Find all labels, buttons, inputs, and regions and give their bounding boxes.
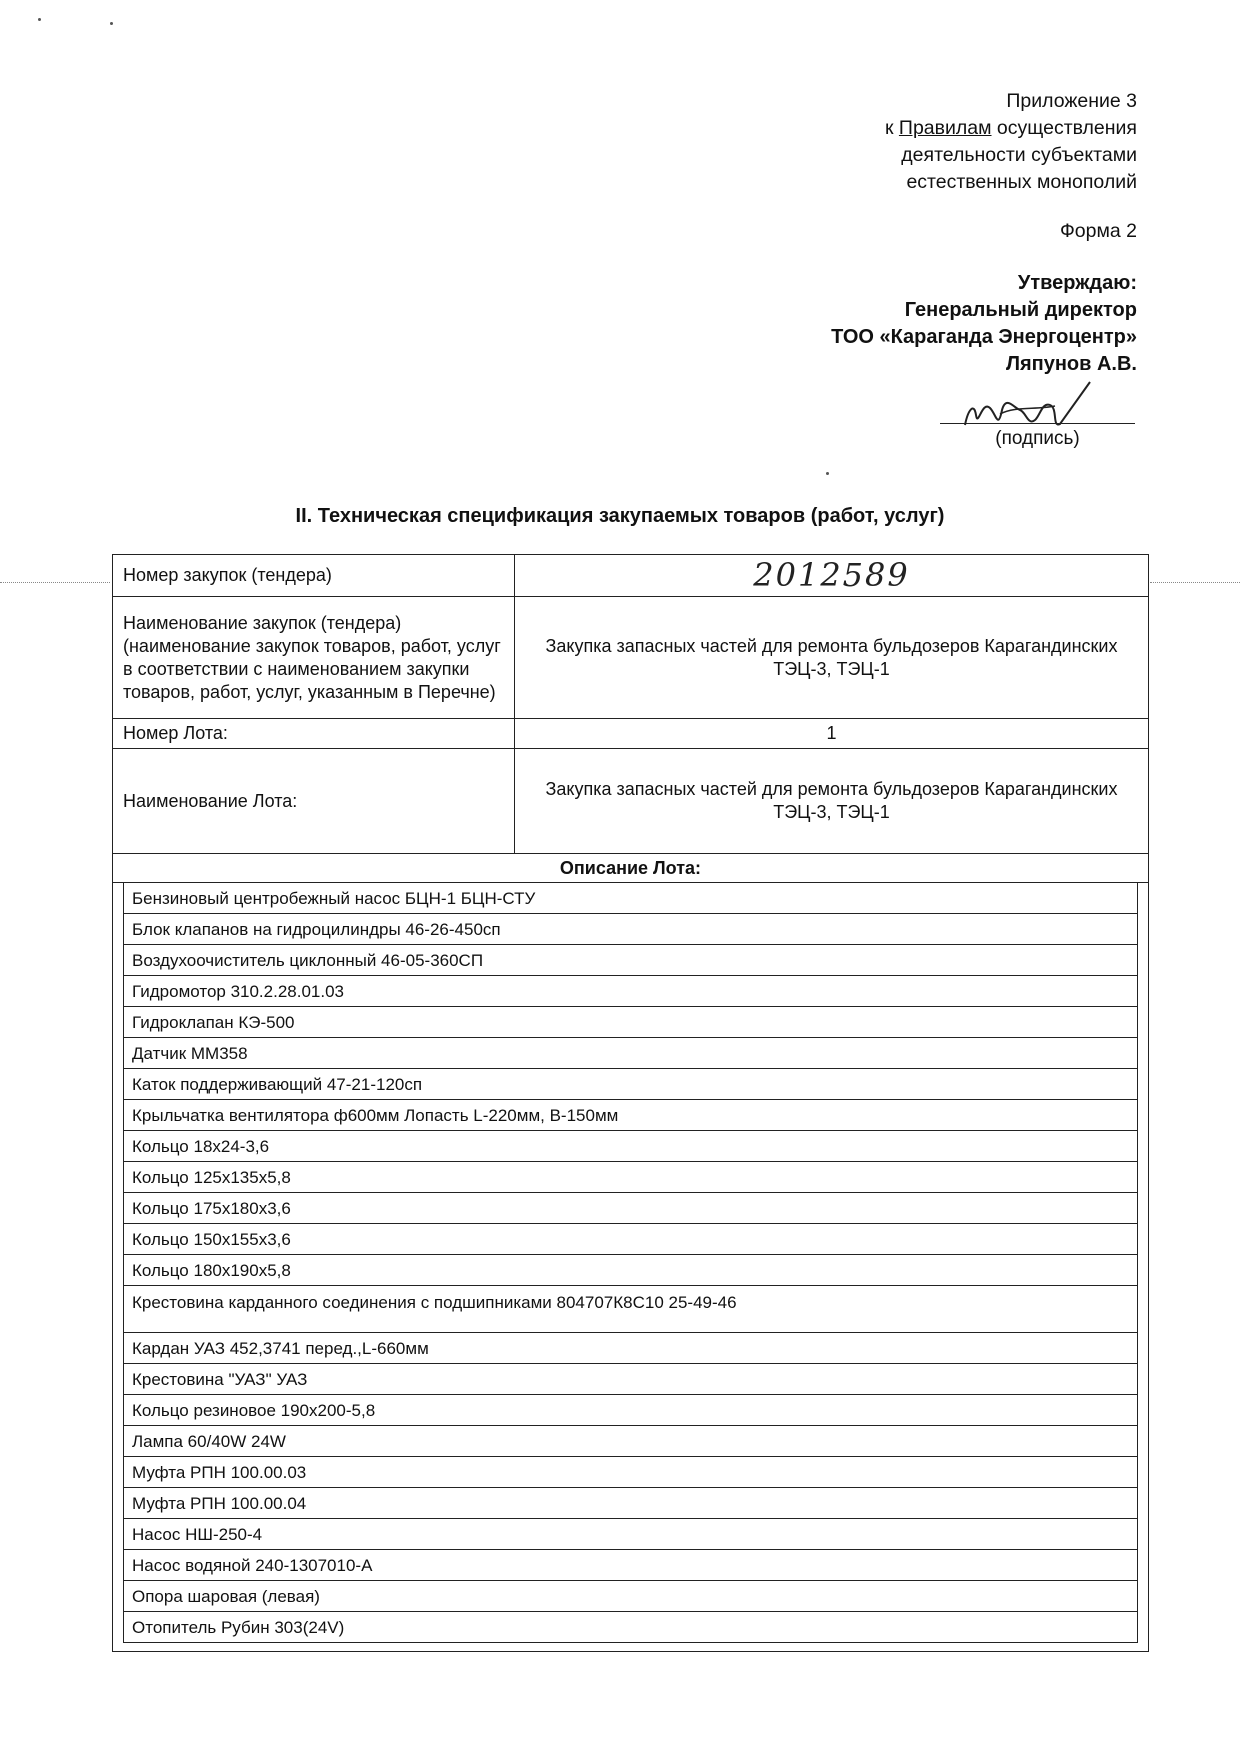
appendix-header <box>617 88 1137 245</box>
scan-speck <box>826 472 829 475</box>
list-item: Муфта РПН 100.00.03 <box>124 1457 1137 1488</box>
list-item: Гидромотор 310.2.28.01.03 <box>124 976 1137 1007</box>
list-item: Крестовина "УАЗ" УАЗ <box>124 1364 1137 1395</box>
tender-name-value: Закупка запасных частей для ремонта бульдозеров Карагандинских ТЭЦ-3, ТЭЦ-1 <box>545 635 1118 679</box>
scan-speck <box>38 18 41 21</box>
list-item: Кольцо 175х180х3,6 <box>124 1193 1137 1224</box>
lot-items-list <box>123 883 1138 1643</box>
spec-row-name <box>113 597 1148 719</box>
approval-block <box>577 270 1137 378</box>
appendix-line2-prefix: к <box>884 117 899 139</box>
list-item: Кольцо 180х190х5,8 <box>124 1255 1137 1286</box>
list-item: Насос НШ-250-4 <box>124 1519 1137 1550</box>
signature-line <box>940 423 1135 424</box>
list-item: Каток поддерживающий 47-21-120сп <box>124 1069 1137 1100</box>
list-item: Крыльчатка вентилятора ф600мм Лопасть L-220мм, В-150мм <box>124 1100 1137 1131</box>
list-item: Опора шаровая (левая) <box>124 1581 1137 1612</box>
appendix-line2-suffix: осуществления <box>991 117 1137 139</box>
lot-name-label: Наименование Лота: <box>113 749 515 853</box>
appendix-line3: деятельности субъектами <box>901 144 1137 166</box>
lot-number-value: 1 <box>826 723 837 743</box>
signature-caption: (подпись) <box>995 428 1080 449</box>
list-item: Насос водяной 240-1307010-А <box>124 1550 1137 1581</box>
spec-table <box>112 554 1149 1652</box>
list-item: Кольцо резиновое 190х200-5,8 <box>124 1395 1137 1426</box>
approval-line2: Генеральный директор <box>904 299 1137 321</box>
approval-line1: Утверждаю: <box>1017 272 1137 294</box>
approval-line4: Ляпунов А.В. <box>1005 353 1137 375</box>
list-item: Кольцо 18х24-3,6 <box>124 1131 1137 1162</box>
list-item: Кольцо 125х135х5,8 <box>124 1162 1137 1193</box>
list-item: Бензиновый центробежный насос БЦН-1 БЦН-СТУ <box>124 883 1137 914</box>
appendix-line4: естественных монополий <box>906 171 1137 193</box>
list-item: Кольцо 150х155х3,6 <box>124 1224 1137 1255</box>
scan-dash-line <box>0 582 110 583</box>
list-item: Отопитель Рубин 303(24V) <box>124 1612 1137 1643</box>
scan-dash-line <box>1150 582 1240 583</box>
list-item: Кардан УАЗ 452,3741 перед.,L-660мм <box>124 1333 1137 1364</box>
list-item: Датчик ММ358 <box>124 1038 1137 1069</box>
lot-name-value: Закупка запасных частей для ремонта бульдозеров Карагандинских ТЭЦ-3, ТЭЦ-1 <box>545 779 1118 822</box>
lot-description-head: Описание Лота: <box>113 854 1148 883</box>
list-item: Лампа 60/40W 24W <box>124 1426 1137 1457</box>
list-item: Воздухоочиститель циклонный 46-05-360СП <box>124 945 1137 976</box>
document-title: II. Техническая спецификация закупаемых товаров (работ, услуг) <box>295 505 945 527</box>
tender-number-label: Номер закупок (тендера) <box>113 555 515 596</box>
scan-speck <box>110 22 113 25</box>
spec-row-lot-number <box>113 719 1148 749</box>
tender-number-handwritten: 2012589 <box>753 556 910 594</box>
spec-row-lot-name <box>113 749 1148 854</box>
form-number: Форма 2 <box>1059 220 1137 242</box>
appendix-line2 <box>617 115 1137 142</box>
approval-line3: ТОО «Караганда Энергоцентр» <box>831 326 1137 348</box>
rules-link[interactable]: Правилам <box>898 117 992 139</box>
tender-name-label: Наименование закупок (тендера) (наименование закупок товаров, работ, услуг в соответствии с наименованием закупки товаров, работ, услуг, указанным в Перечне) <box>113 597 515 718</box>
list-item: Муфта РПН 100.00.04 <box>124 1488 1137 1519</box>
lot-number-label: Номер Лота: <box>113 719 515 748</box>
list-item: Гидроклапан КЭ-500 <box>124 1007 1137 1038</box>
tender-number-value <box>515 555 1148 596</box>
list-item: Блок клапанов на гидроцилиндры 46-26-450сп <box>124 914 1137 945</box>
list-item: Крестовина карданного соединения с подшипниками 804707К8С10 25-49-46 <box>124 1286 1137 1333</box>
spec-row-number <box>113 555 1148 597</box>
appendix-line1: Приложение 3 <box>1006 90 1137 112</box>
